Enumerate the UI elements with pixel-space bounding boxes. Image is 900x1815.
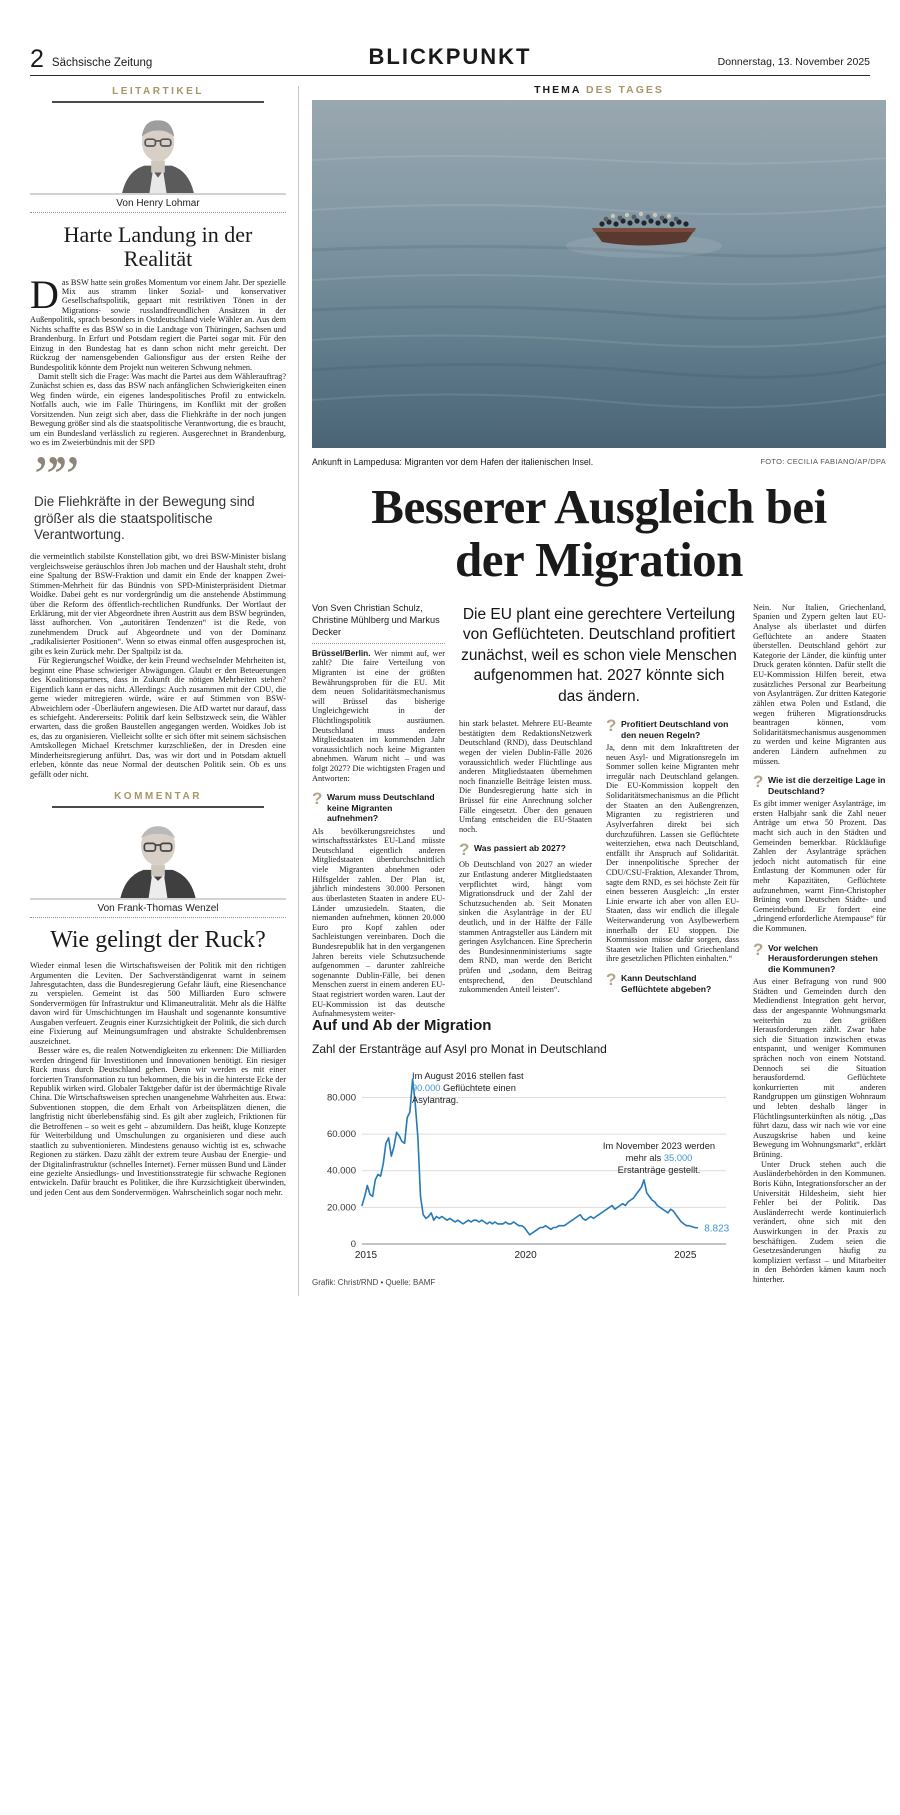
chart-annotation-2016 <box>412 1070 582 1106</box>
svg-text:80.000: 80.000 <box>326 1092 356 1104</box>
dateline: Brüssel/Berlin. <box>312 647 371 658</box>
kommentar-para1: Wieder einmal lesen die Wirtschaftsweisen der Politik mit den richtigen Argumenten die Leviten. Der Sachverständigenrat warnt in seinem Jahresgutachten, dass die Bundesregierung Gefahr läuft, eine Riesenchance zu verspielen. Gemeint ist das 500 Milliarden Euro schwere Sondervermögen für Infrastruktur und Klimaneutralität. Mehr als die Hälfte davon wird für Umschichtungen im Haushalt und sogenannte konsumtive Ausgaben verfeuert. Zeugnis einer Kurzsichtigkeit der Politik, die sich durch eine Fixierung auf Meinungsumfragen und abstrakte Schuldenbremsen auszeichnet. <box>30 961 286 1046</box>
drop-cap: D <box>30 271 59 317</box>
chart-subtitle: Zahl der Erstanträge auf Asyl pro Monat in Deutschland <box>312 1041 607 1056</box>
leitartikel-headline: Harte Landung in der Realität <box>63 222 253 271</box>
author-portrait-wenzel <box>115 816 201 898</box>
question-2-text: Was passiert ab 2027? <box>474 843 566 854</box>
leitartikel-body-2 <box>30 552 286 779</box>
question-3-text: Profitiert Deutschland von den neuen Regeln? <box>621 719 729 740</box>
pull-quote-text: Die Fliehkräfte in der Bewegung sind größer als die staatspolitische Verantwortung. <box>34 493 255 543</box>
chart-source: Grafik: Christ/RND • Quelle: BAMF <box>312 1277 436 1287</box>
page-header <box>30 36 870 76</box>
column4-closing-para: Unter Druck stehen auch die Ausländerbehörden in den Kommunen. Boris Kühn, Integrationsforscher an der Universität Hildesheim, sieht hier Fehler bei der Politik. Das Ausländerrecht werde kontinuierlich verändert, ohne sich mit den Auswirkungen in der Praxis zu beschäftigen. Zudem seien die Gesetzesänderungen häufig zu kompliziert verfasst – und Mitarbeiter in den Behörden kämen kaum noch hinterher. <box>753 1159 886 1285</box>
leitartikel-body <box>30 271 286 448</box>
migrant-boat-photo-graphic <box>312 100 886 448</box>
column-divider <box>298 86 299 1296</box>
answer-3: Ja, denn mit dem Inkrafttreten der neuen Asyl- und Migrationsregeln im Sommer sollen keine Migranten mehr irregulär nach Deutschland gelangen. Die EU-Kommission koppelt den Solidaritätsmechanismus an die Pflicht der Staaten an den Außengrenzen, Migranten zu registrieren und Asylverfahren direkt bei sich durchzuführen. Lassen sie Geflüchtete weiterziehen, etwa nach Deutschland, entfällt ihr Anspruch auf Solidarität. Der innenpolitische Sprecher der CDU/CSU-Fraktion, Alexander Throm, sagte dem RND, es sei höchste Zeit für einen besseren Ausgleich: „In erster Linie erwarte ich aber von allen EU-Staaten, dass wir endlich die illegale Weiterwanderung von Asylbewerbern innerhalb der EU stoppen. Die Kommission müsse dafür sorgen, dass Staaten wie Italien und Griechenland ihre gesetzlichen Pflichten einhalten.“ <box>606 743 739 964</box>
chart-title: Auf und Ab der Migration <box>312 1016 492 1034</box>
column2-para: hin stark belastet. Mehrere EU-Beamte bestätigten dem RedaktionsNetzwerk Deutschland (RND), dass Deutschland wegen der vielen Dublin-Fälle 2026 voraussichtlich weder Flüchtlinge aus anderen Mitgliedstaaten übernehmen noch finanzielle Beiträge leisten muss. Die Bundesregierung hatte sich in Brüssel für eine Anrechnung solcher Fälle eingesetzt. Über den genauen Umfang entscheiden die EU-Staaten noch. <box>459 719 592 834</box>
question-5-text: Wie ist die derzeitige Lage in Deutschland? <box>768 775 886 796</box>
opinion-column <box>30 86 286 1300</box>
question-mark-icon: ? <box>753 772 764 792</box>
kommentar-byline: Von Frank-Thomas Wenzel <box>30 900 286 918</box>
photo-caption: Ankunft in Lampedusa: Migranten vor dem Hafen der italienischen Insel. <box>312 457 594 467</box>
ann2-value: 35.000 <box>663 1152 693 1163</box>
ann2-line3: Erstanträge gestellt. <box>617 1164 701 1175</box>
ann1-line1: Im August 2016 stellen fast <box>412 1070 524 1081</box>
question-mark-icon: ? <box>312 789 323 809</box>
ann1-value: 90.000 <box>412 1082 441 1093</box>
answer-1: Als bevölkerungsreichstes und wirtschaftsstärkstes EU-Land müsste Deutschland eigentlich anderen Mitgliedstaaten überdurchschnittlich viele Migranten abnehmen oder Hilfsgelder zahlen. Der Plan ist, jährlich mindestens 30.000 Personen aus überlasteten Staaten in andere EU-Länder umzusiedeln. Staaten, die niemanden aufnehmen, können 20.000 Euro pro Kopf zahlen oder Sachleistungen vereinbaren. Doch die Bundesrepublik hat in den vergangenen Jahren bereits viele Schutzsuchende aufgenommen – darunter zahlreiche sogenannte Dublin-Fälle, bei denen Menschen zuerst in einem anderen EU-Staat registriert worden waren. Laut der EU-Kommission ist das deutsche Aufnahmesystem weiter- <box>312 826 445 1019</box>
ann2-line1: Im November 2023 werden <box>602 1140 716 1151</box>
leitartikel-para2: Damit stellt sich die Frage: Was macht die Partei aus dem Wählerauftrag? Zunächst schien es, dass das BSW nach anfänglichen Schwierigkeiten einen Weg finden würde, ein eigenes landespolitisches Profil zu entwickeln. Notfalls auch, wie im Falle Thüringens, im Konflikt mit der großen Vorsitzenden. Nun zeigt sich aber, dass die Fliehkräfte in der noch jungen Bewegung größer sind als die staatspolitische Verantwortung, die es braucht, um ein Bundesland verlässlich zu regieren. Ausgerechnet in Brandenburg, wo es im Zweierbündnis mit der SPD <box>30 372 286 448</box>
article-intro: Die EU plant eine gerechtere Verteilung von Geflüchteten. Deutschland profitiert zunächst, weil es schon viele Menschen aufgenommen hat. 2027 könnte sich das ändern. <box>461 605 737 705</box>
thema-kicker <box>312 84 886 96</box>
main-article <box>312 603 886 1815</box>
article-byline: Von Sven Christian Schulz, Christine Mühlberg und Markus Decker <box>312 603 445 644</box>
article-column-2 <box>459 719 592 995</box>
issue-date: Donnerstag, 13. November 2025 <box>717 56 870 68</box>
question-3 <box>606 716 739 740</box>
kicker-rule <box>52 101 264 103</box>
leitartikel-para4: Für Regierungschef Woidke, der kein Freund wechselnder Mehrheiten ist, beginnt eine Phase schwieriger Abwägungen. Glaubt er den Beteuerungen des Koalitionspartners, dass in Zukunft die nötigen Mehrheiten stehen? Eigentlich kann er das nicht. Allerdings: Auch zusammen mit der CDU, die gerne wieder mitregieren würde, wäre er auf Stimmen von BSW-Abweichlern oder -Überläufern angewiesen. Die AfD wartet nur darauf, dass es schiefgeht. Andererseits: Politik darf kein Selbstzweck sein, die Wähler erwarten, dass die großen Baustellen angegangen werden. Woidkes Job ist es, das zu organisieren. Vielleicht sollte er sich öfter mit seinem sächsischen Amtskollegen Michael Kretschmer kurzschließen, der in Dresden eine Minderheitsregierung anführt. Das, was wir dort und in Potsdam aktuell erleben, könnte das neue Normal der deutschen Politik sein. Ob es uns gefällt oder nicht. <box>30 656 286 779</box>
chart-annotation-2023 <box>584 1140 734 1176</box>
publication-name: Sächsische Zeitung <box>51 57 153 69</box>
svg-text:40.000: 40.000 <box>326 1165 356 1177</box>
question-6 <box>753 939 886 974</box>
question-mark-icon: ? <box>606 716 617 736</box>
lead-photo <box>312 100 886 467</box>
svg-text:20.000: 20.000 <box>326 1202 356 1214</box>
ann1-line3: Asylantrag. <box>412 1094 459 1105</box>
question-1-text: Warum muss Deutschland keine Migranten aufnehmen? <box>327 792 435 824</box>
question-mark-icon: ? <box>606 970 617 990</box>
lead-text: Wer nimmt auf, wer zahlt? Die faire Verteilung von Migranten ist eine der größten Bewährungsproben für die EU. Mit dem neuen Solidaritätsmechanismus will Brüssel das bisherige Ungleichgewicht in der Flüchtlingspolitik ausräumen. Deutschland muss anderen Mitgliedstaaten im kommenden Jahr voraussichtlich noch keine Migranten abnehmen. Warum nicht – und was folgt 2027? Die wichtigsten Fragen und Antworten: <box>312 648 445 783</box>
section-title: BLICKPUNKT <box>368 44 532 69</box>
leitartikel-para1: as BSW hatte sein großes Momentum vor einem Jahr. Der spezielle Mix aus stramm linker Sozial- und konservativer Gesellschaftspolitik, gepaart mit restriktiven Tönen in der Migrations- sowie russlandfreundlichen Ansätzen in der Außenpolitik, sprach besonders in Ostdeutschland viele Wähler an. Aus dem Nichts schaffte es das BSW so in die Landtage von Thüringen, Sachsen und Brandenburg. In Erfurt und Potsdam regiert die Partei sogar mit. Für den Einzug in den Bundestag hat es dann schon nicht mehr gereicht. Der Rückzug der namensgebenden Galionsfigur aus der ersten Reihe der Bundespolitik könnte dem Projekt nun weiteren Schwung nehmen. <box>30 277 286 372</box>
question-4-text: Kann Deutschland Geflüchtete abgeben? <box>621 973 712 994</box>
question-5 <box>753 772 886 796</box>
article-column-4 <box>753 603 886 1815</box>
article-column-1 <box>312 602 445 1019</box>
question-mark-icon: ? <box>753 939 764 959</box>
asylum-chart <box>312 1017 739 1287</box>
answer-2: Ob Deutschland von 2027 an wieder zur Entlastung anderer Mitgliedstaaten verpflichtet wird, hängt vom Migrationsdruck und der Zahl der Schutzsuchenden ab. Seit Monaten sinken die Asylanträge in der EU deutlich, und in der Hälfte der Fälle stammen Antragsteller aus Ländern mit geringen Asylchancen. Eine Sprecherin des Bundesinnenministeriums sagte dem RND, man werde den Bericht prüfen und „sodann, dem Beitrag entsprechend, den Deutschland zukommenden Anteil leisten“. <box>459 860 592 995</box>
question-mark-icon: ? <box>459 840 470 860</box>
svg-text:8.823: 8.823 <box>704 1223 730 1235</box>
quote-marks-icon: ”” <box>34 443 74 509</box>
pull-quote <box>34 443 286 545</box>
question-2 <box>459 840 592 860</box>
kommentar-para2: Besser wäre es, die realen Notwendigkeiten zu erkennen: Die Milliarden werden dringend für Investitionen und Innovationen benötigt. Ein riesiger Ruck muss durch Deutschland gehen. Denn wir werden es mit einer forcierten Transformation zu tun bekommen, die bis in die hinterste Ecke der Republik wirken wird. Globaler Taktgeber dafür ist der übermächtige Rivale China. Die Wirtschaftsweisen sprechen unangenehme Wahrheiten aus. Etwa: Subventionen stoppen, die dem Erhalt von Arbeitsplätzen dienen, die langfristig nicht überlebensfähig sind. Es gilt aber zugleich, Friktionen für die Betroffenen – so weit es geht – abzumildern. Das heißt, kluge Konzepte für Weiterbildung und Umschulungen zu organisieren und diese auch staatlich zu subventionieren. Mindestens genauso wichtig ist es, schwache Regionen zu stärken. Dazu zählt der extrem teure Ausbau der Energie- und der Digitalinfrastruktur (schnelles Internet). Ferner müssen Bund und Länder eine gezielte Ansiedlungs- und Investitionsstrategie für schwache Regionen entwickeln. Dafür braucht es Politiker, die ihre Kurzsichtigkeit überwinden, und jeden Cent aus dem Sondervermögen. Wahrscheinlich sogar noch mehr. <box>30 1046 286 1197</box>
ann2-pre: mehr als <box>625 1152 664 1163</box>
svg-text:2020: 2020 <box>514 1249 537 1261</box>
thema-kicker-bold: THEMA <box>534 84 582 96</box>
thema-kicker-rest: DES TAGES <box>581 84 664 96</box>
author-portrait-lohmar <box>115 111 201 193</box>
article-column-3 <box>606 716 739 994</box>
answer-5: Es gibt immer weniger Asylanträge, im ersten Halbjahr sank die Zahl neuer Anträge um etwa 50 Prozent. Das macht sich auch in den Städten und Gemeinden bemerkbar. Rückläufige Zahlen der Asylanträge sprächen jedoch nicht automatisch für eine Entlastung der Kommunen oder für mehr Kapazitäten, Geflüchtete aufzunehmen, warnt Finn-Christopher Brüning vom Deutschen Städte- und Gemeindebund. Er fordert eine „dringend erforderliche Atempause“ für die Kommunen. <box>753 799 886 934</box>
page-number: 2 <box>30 45 44 73</box>
photo-credit: FOTO: CECILIA FABIANO/AP/DPA <box>760 457 886 466</box>
leitartikel-kicker: LEITARTIKEL <box>112 86 204 97</box>
leitartikel-byline: Von Henry Lohmar <box>30 195 286 213</box>
answer-6: Aus einer Befragung von rund 900 Städten und Gemeinden durch den Mediendienst Integration geht hervor, dass der angespannte Wohnungsmarkt weiterhin zu den größten Herausforderungen zählt. Zwar habe sich die Situation inzwischen etwas entspannt, und weniger Kommunen sprächen noch von einem Notstand. Dennoch sei die Situation herausfordernd. Geflüchtete konkurrierten mit anderen Randgruppen um günstigen Wohnraum und lebten deshalb länger in Flüchtlingsunterkünften als nötig. „Das führt dazu, dass wir nach wie vor eine Auszugskrise haben und keine Bewegung im Wohnungsmarkt“, erklärt Brüning. <box>753 977 886 1160</box>
kommentar-kicker: KOMMENTAR <box>114 791 202 803</box>
question-4 <box>606 970 739 994</box>
question-6-text: Vor welchen Herausforderungen stehen die Kommunen? <box>768 942 878 974</box>
kommentar-body <box>30 961 286 1197</box>
main-headline: Besserer Ausgleich bei der Migration <box>371 479 827 587</box>
kicker-rule-2 <box>52 806 264 808</box>
leitartikel-para3: die vermeintlich stabilste Konstellation gibt, wo drei BSW-Minister bislang vergleichsweise geräuschlos ihren Job machen und der Haushalt steht, droht eine Spaltung der BSW-Fraktion und damit ein Ende der knappen Zwei-Stimmen-Mehrheit für das Bündnis von SPD-Ministerpräsident Dietmar Woidke. Dabei geht es nur vordergründig um die anstehende Abstimmung über die Reform des öffentlich-rechtlichen Rundfunks. Der Wortlaut der Erklärung, mit der vier Abgeordnete ihren Austritt aus dem BSW begründen, lässt aufhorchen. Von „autoritären Tendenzen“ ist die Rede, von zunehmendem Druck auf Abgeordnete und von der Dominanz „radikalisierter Positionen“. Wenn so etwas einmal offen ausgesprochen ist, gibt es kein Zurück mehr. Der Spaltpilz ist da. <box>30 552 286 656</box>
svg-text:2015: 2015 <box>354 1249 378 1261</box>
thema-des-tages <box>312 84 886 1300</box>
question-1 <box>312 789 445 824</box>
svg-text:0: 0 <box>350 1238 356 1250</box>
svg-text:2025: 2025 <box>674 1249 697 1261</box>
svg-text:60.000: 60.000 <box>326 1128 356 1140</box>
answer-4: Nein. Nur Italien, Griechenland, Spanien und Zypern gelten laut EU-Analyse als überlastet und dürfen Geflüchtete an andere Staaten überstellen. Deutschland gehört zur Kategorie der Länder, die künftig unter Druck geraten könnten. Dafür stellt die EU-Kommission Hilfen bereit, etwa zusätzliches Personal zur Bearbeitung von Asylanträgen. Zur dritten Kategorie zählen etwa Polen und Estland, die wegen früheren Migrationsdrucks beantragen können, vom Solidaritätsmechanismus ausgenommen zu werden und keine Migranten aus anderen Ländern aufnehmen zu müssen. <box>753 602 886 766</box>
ann1-line2: Geflüchtete einen <box>440 1082 516 1093</box>
kommentar-headline: Wie gelingt der Ruck? <box>50 927 266 954</box>
